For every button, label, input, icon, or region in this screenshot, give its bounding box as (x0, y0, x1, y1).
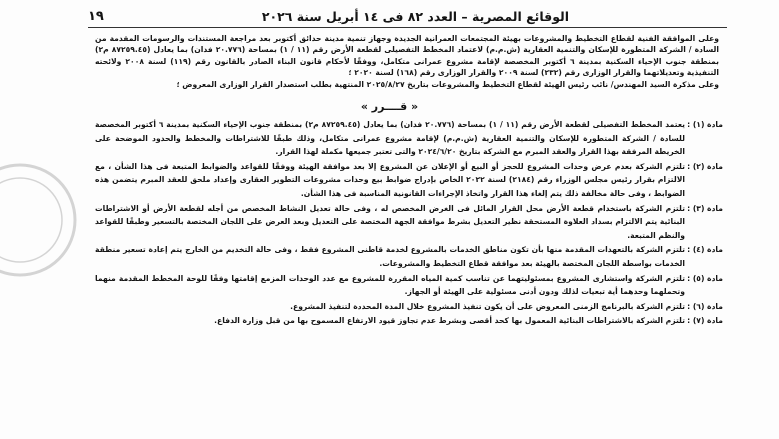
article-text: تلتزم الشركة واستشارى المشروع بمسئوليتهما عن تناسب كمية المياه المقررة للمشروع مع عدد الوحدات المزمع إقامتها وفقًا للوحة المخطط المقدمة منهما وتحملهما وحدهما أية تبعيات لذلك ودون أدنى مسئولية على الهيئة أو الجهاز. (95, 273, 685, 297)
article-label: مادة (٦) : (687, 301, 723, 311)
article-7 (95, 314, 723, 328)
article-4 (95, 243, 723, 270)
article-5 (95, 272, 723, 299)
article-label: مادة (٢) : (687, 161, 723, 171)
article-text: تلتزم الشركة بعدم عرض وحدات المشروع للحجز أو البيع أو الإعلان عن المشروع إلا بعد موافقة الهيئة ووفقًا للقواعد والضوابط المتبعة فى هذا الشأن ، مع الالتزام بقرار رئيس مجلس الوزراء رقم (٢١٨٤) لسنة ٢٠٢٢ الخاص بإدراج ضوابط بيع وحدات مشروعات التطوير العقارى وإعداد ملحق للعقد المبرم يتضمن هذه الضوابط ، وفى حالة مخالفة ذلك يتم إلغاء هذا القرار واتخاذ الإجراءات القانونية المناسبة فى هذا الشأن. (95, 161, 685, 198)
article-label: مادة (٥) : (687, 273, 723, 283)
article-2 (95, 160, 723, 201)
article-3 (95, 202, 723, 243)
preamble-paragraph: وعلى الموافقة الفنية لقطاع التخطيط والمشروعات بهيئة المجتمعات العمرانية الجديدة وجهاز تنمية مدينة حدائق أكتوبر بعد مراجعة المستندات والرسومات المقدمة من السادة / الشركة المتطورة للإسكان والتنمية العقارية (ش.م.م) لاعتماد المخطط التفصيلى لقطعة الأرض رقم (١١ / ١) بمساحة (٢٠.٧٧٦ فدان) بما يعادل (٨٧٢٥٩.٤٥ م٢) بمنطقة جنوب الإحياء السكنية بمدينة ٦ أكتوبر المخصصة لإقامة مشروع عمرانى متكامل، ووفقًا لأحكام قانون البناء الصادر بالقانون رقم (١١٩) لسنة ٢٠٠٨ ولائحته التنفيذية وتعديلاتهما والقرار الوزارى رقم (٢٣٢) لسنة ٢٠٠٩ والقرار الوزارى رقم (١٦٨) لسنة ٢٠٢٠ ؛ (95, 34, 719, 77)
article-6 (95, 300, 723, 314)
preamble-section (95, 33, 719, 90)
article-1 (95, 118, 723, 159)
article-text: يعتمد المخطط التفصيلى لقطعة الأرض رقم (١١ / ١) بمساحة (٢٠.٧٧٦ فدان) بما يعادل (٨٧٢٥٩.٤٥ م٢) بمنطقة جنوب الإحياء السكنية بمدينة ٦ أكتوبر المخصصة للسادة / الشركة المتطورة للإسكان والتنمية العقارية (ش.م.م) لإقامة مشروع عمرانى متكامل، وذلك طبقًا للاشتراطات والمخطط والحدود الموضحة على الخريطة المرفقة بهذا القرار والعقد المبرم مع الشركة بتاريخ ٢٠٢٤/٦/٢٠ والتى تعتبر جميعها مكملة لهذا القرار. (95, 120, 685, 157)
header-divider (88, 27, 727, 28)
page-header (88, 6, 727, 26)
gazette-title: الوقائع المصرية – العدد ٨٢ فى ١٤ أبريل سنة ٢٠٢٦ (261, 8, 570, 24)
article-text: تلتزم الشركة بالبرنامج الزمنى المعروض على أن يكون تنفيذ المشروع خلال المدة المحددة لتنفيذ المشروع. (290, 301, 685, 311)
article-text: تلتزم الشركة بالاشتراطات البنائية المعمول بها كحد أقصى وبشرط عدم تجاوز قيود الارتفاع المسموح بها من قبل وزارة الدفاع. (214, 316, 685, 326)
decision-heading: « قــــرر » (360, 100, 419, 113)
article-text: تلتزم الشركة باستخدام قطعة الأرض محل القرار المائل فى الغرض المخصص له ، وفى حالة تعديل النشاط المخصص من أجله لقطعة الأرض أو الاشتراطات البنائية يتم الالتزام بسداد العلاوة المستحقة نظير التعديل بشرط موافقة الجهة المختصة على التعديل وبعد العرض على اللجان المختصة بالتسعير وطبقًا للقواعد والنظم المتبعة. (95, 203, 685, 240)
page-number: ١٩ (88, 8, 104, 24)
article-label: مادة (٧) : (687, 316, 723, 326)
watermark-stamp (0, 150, 78, 290)
articles-list (95, 118, 723, 329)
article-label: مادة (٣) : (687, 203, 723, 213)
article-label: مادة (١) : (687, 120, 723, 129)
article-label: مادة (٤) : (687, 245, 723, 255)
article-text: تلتزم الشركة بالتعهدات المقدمة منها بأن تكون مناطق الخدمات بالمشروع لخدمة قاطنى المشروع فقط ، وفى حالة التخديم من الخارج يتم إعادة تسعير منطقة الخدمات بواسطة اللجان المختصة بالهيئة بعد موافقة قطاع التخطيط والمشروعات. (95, 245, 685, 268)
preamble-paragraph: وعلى مذكرة السيد المهندس/ نائب رئيس الهيئة لقطاع التخطيط والمشروعات بتاريخ ٢٠٢٥/٨/٢٧ المنتهية بطلب استصدار القرار الوزارى المعروض ؛ (176, 79, 719, 89)
